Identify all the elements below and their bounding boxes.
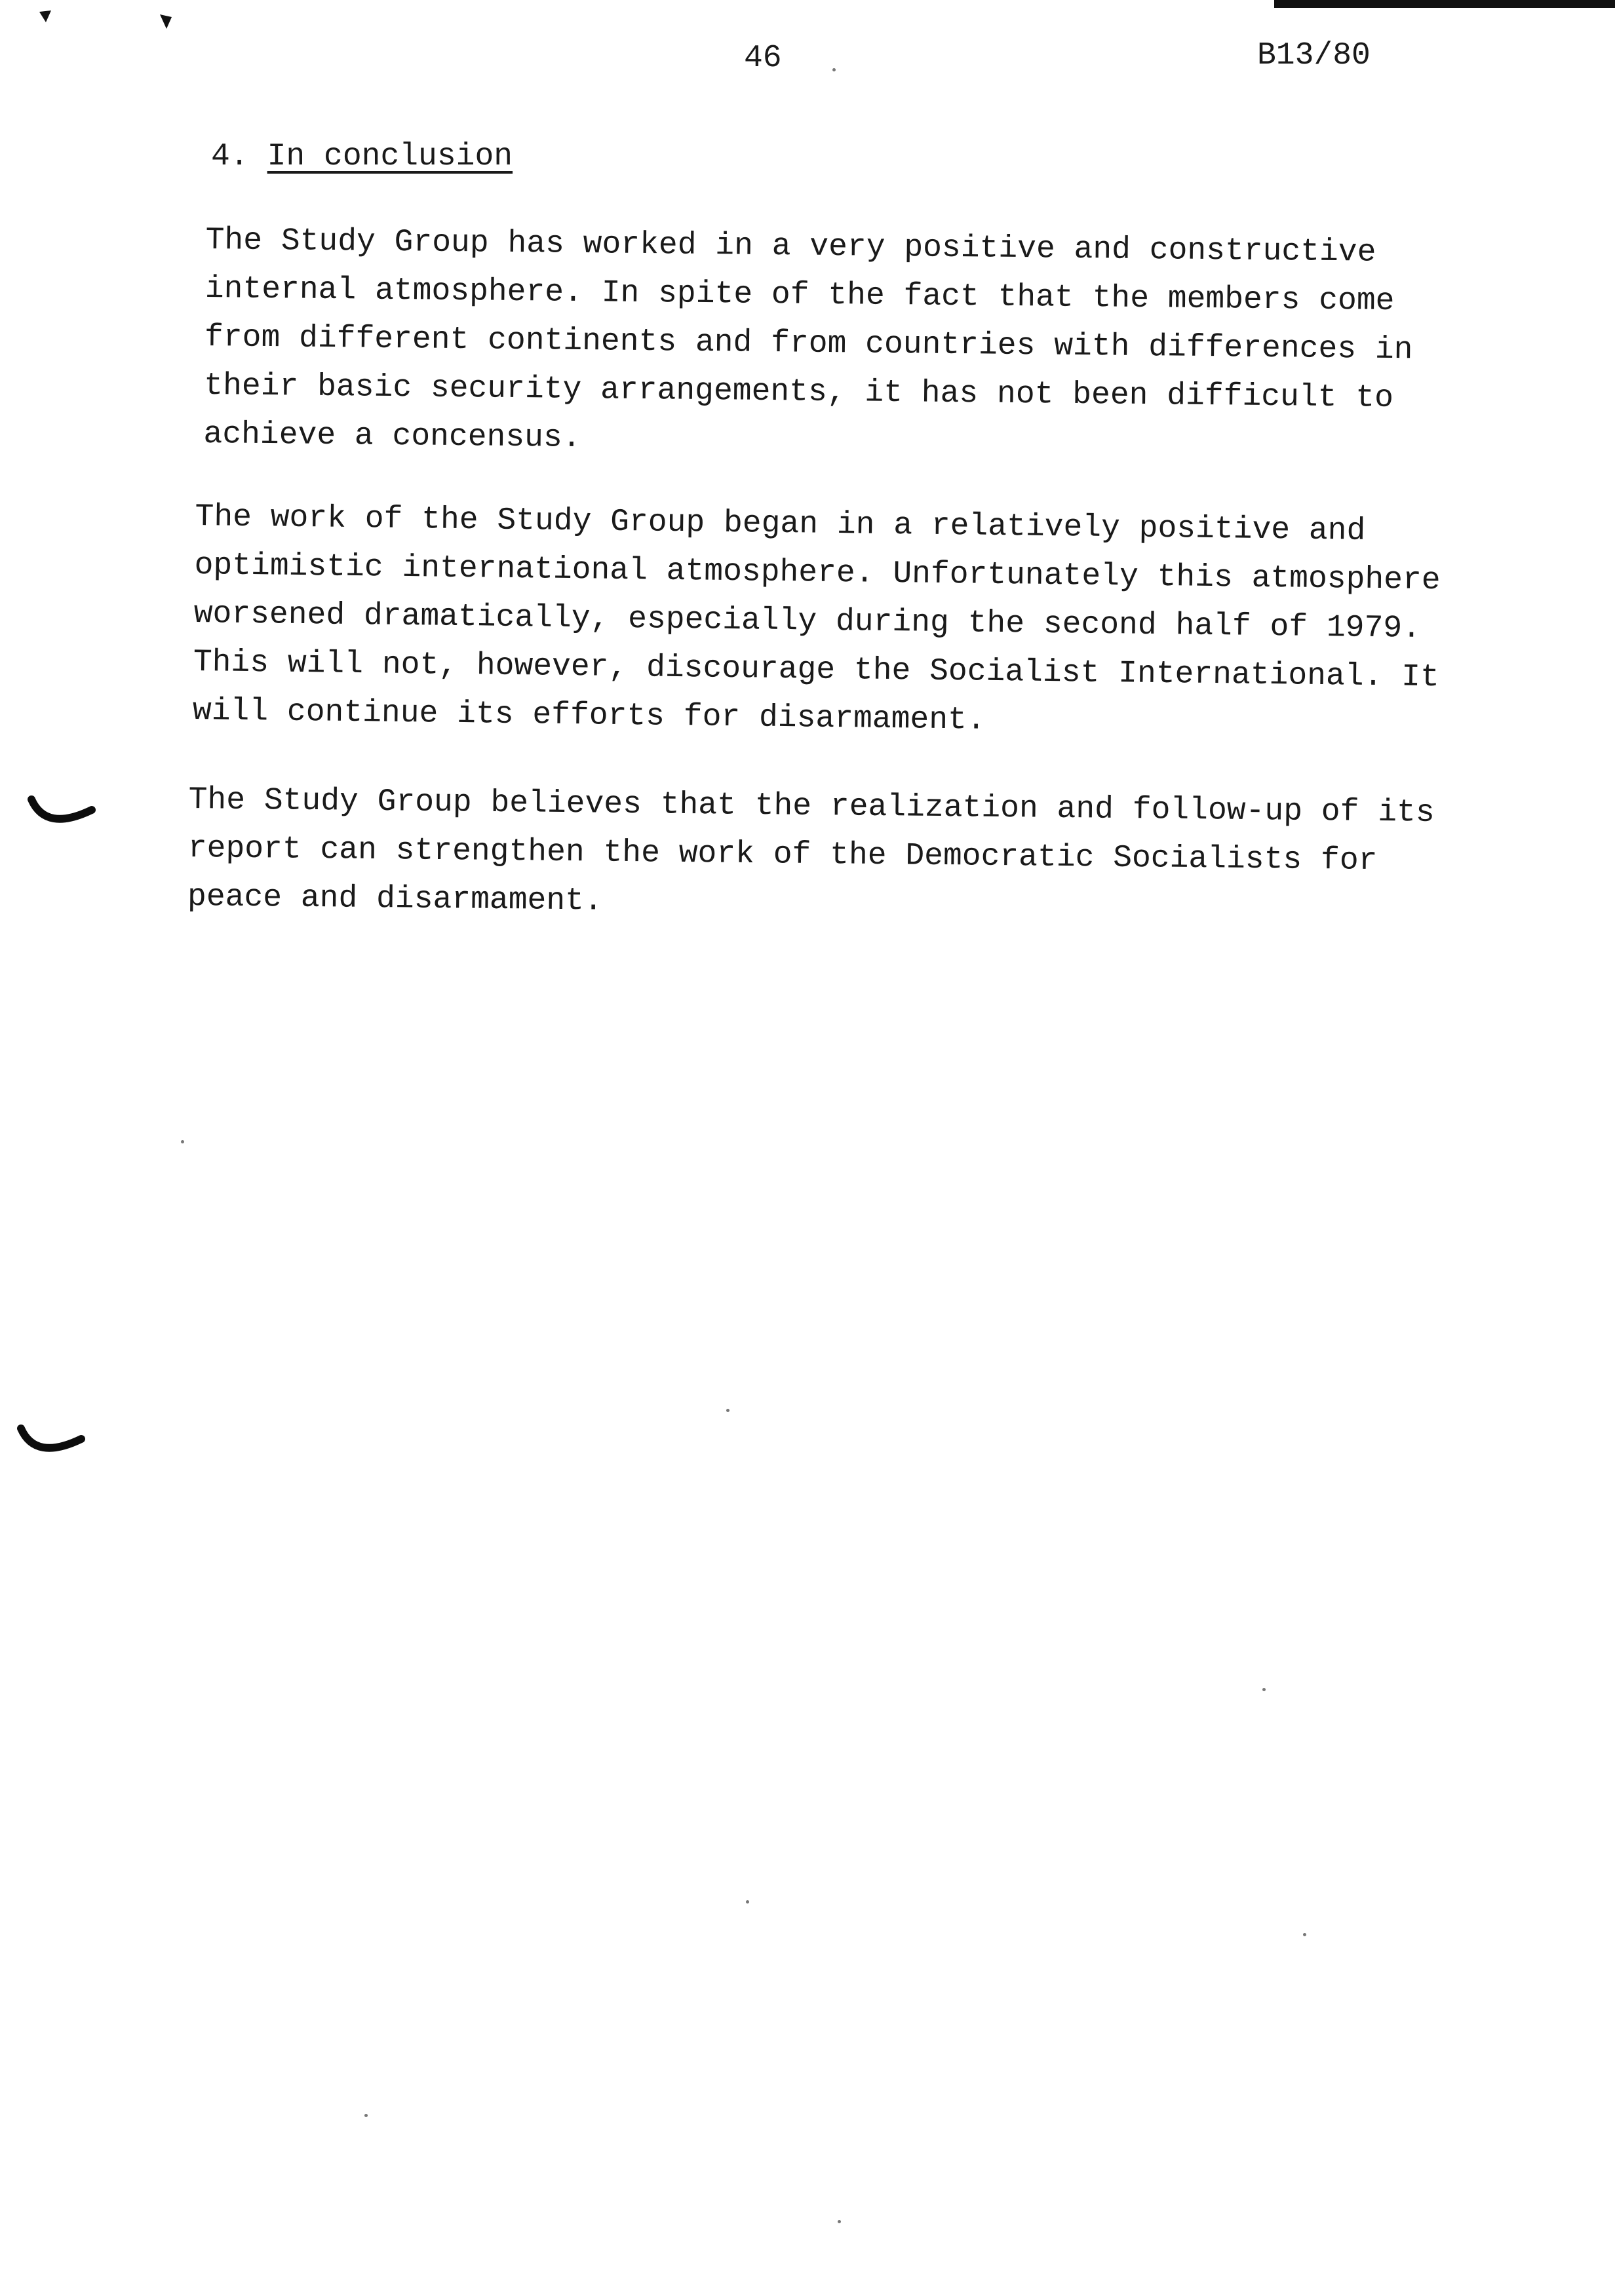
paragraph-line: their basic security arrangements, it has not been difficult to <box>204 368 1394 416</box>
section-title: In conclusion <box>267 139 513 174</box>
paragraph-line: This will not, however, discourage the Socialist International. It <box>193 644 1440 696</box>
paragraph-1 <box>203 216 1490 472</box>
paragraph-line: report can strengthen the work of the Democratic Socialists for <box>187 830 1378 879</box>
scan-speck <box>1262 1688 1266 1691</box>
document-reference: B13/80 <box>1257 38 1371 73</box>
paragraph-line: The Study Group has worked in a very positive and constructive <box>205 222 1376 271</box>
page-number: 46 <box>744 41 782 76</box>
scan-speck <box>838 2220 841 2223</box>
scan-speck <box>181 1140 184 1143</box>
paragraph-line: worsened dramatically, especially during the second half of 1979. <box>193 596 1422 647</box>
scan-speck <box>1303 1933 1306 1936</box>
punch-hole-arc-lower <box>16 1415 88 1468</box>
paragraph-line: optimistic international atmosphere. Unfortunately this atmosphere <box>194 547 1441 599</box>
paragraph-line: will continue its efforts for disarmament. <box>192 693 986 738</box>
paragraph-line: achieve a concensus. <box>203 416 581 457</box>
scan-speck <box>726 1409 730 1412</box>
section-heading <box>211 139 513 174</box>
paragraph-line: The work of the Study Group began in a relatively positive and <box>195 499 1366 549</box>
paragraph-line: peace and disarmament. <box>187 879 604 919</box>
paragraph-line: The Study Group believes that the realization and follow-up of its <box>188 782 1435 831</box>
binder-mark-top <box>157 12 177 31</box>
scan-speck <box>746 1900 749 1904</box>
punch-hole-arc-upper <box>26 786 98 839</box>
paragraph-3 <box>187 776 1487 935</box>
scan-edge-bar <box>1274 0 1615 8</box>
binder-mark-top-left <box>37 8 63 28</box>
section-number: 4. <box>211 139 249 174</box>
paragraph-2 <box>192 493 1506 751</box>
paragraph-line: internal atmosphere. In spite of the fact that the members come <box>204 271 1395 319</box>
scan-speck <box>832 68 836 71</box>
scan-speck <box>364 2114 368 2117</box>
paragraph-line: from different continents and from countries with differences in <box>204 319 1413 368</box>
